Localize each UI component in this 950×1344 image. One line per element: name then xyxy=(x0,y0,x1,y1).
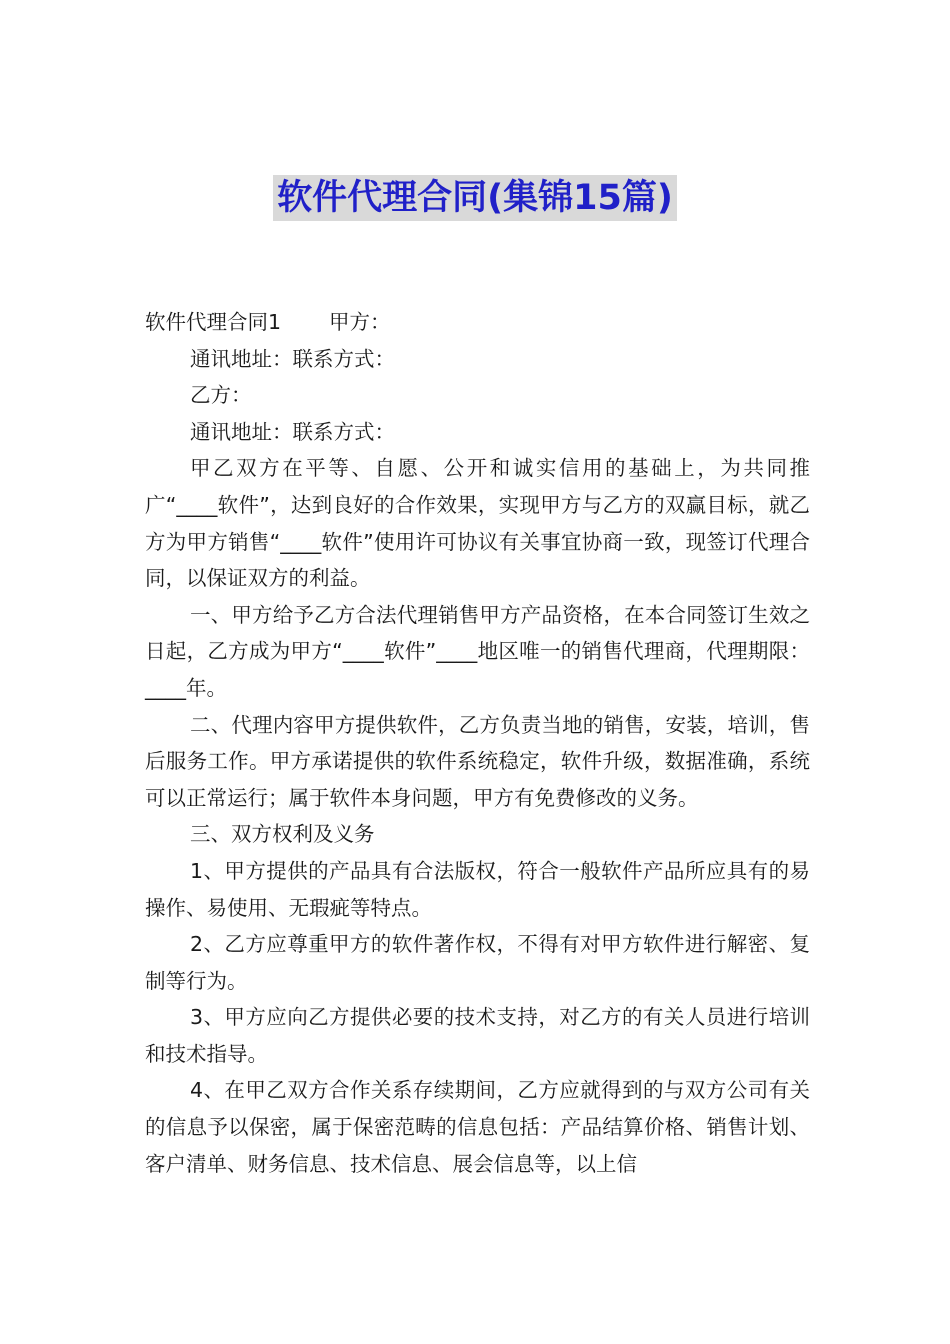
paragraph: 乙方： xyxy=(190,383,252,408)
party-a-label: 甲方： xyxy=(329,310,391,334)
document-title: 软件代理合同(集锦15篇) xyxy=(273,175,677,221)
document-body xyxy=(145,304,810,1182)
paragraph: 2、乙方应尊重甲方的软件著作权，不得有对甲方软件进行解密、复制等行为。 xyxy=(145,932,810,993)
paragraph: 一、甲方给予乙方合法代理销售甲方产品资格，在本合同签订生效之日起，乙方成为甲方“____软件”____地区唯一的销售代理商，代理期限：____年。 xyxy=(145,602,810,700)
paragraph: 二、代理内容甲方提供软件，乙方负责当地的销售，安装，培训，售后服务工作。甲方承诺提供的软件系统稳定，软件升级，数据准确，系统可以正常运行；属于软件本身问题，甲方有免费修改的义务。 xyxy=(145,712,810,810)
contract-heading: 软件代理合同1 xyxy=(145,310,282,334)
document-title-block xyxy=(0,175,950,221)
paragraph: 通讯地址：联系方式： xyxy=(190,419,395,444)
section-heading: 三、双方权利及义务 xyxy=(190,822,375,847)
paragraph: 4、在甲乙双方合作关系存续期间，乙方应就得到的与双方公司有关的信息予以保密，属于保密范畴的信息包括：产品结算价格、销售计划、客户清单、财务信息、技术信息、展会信息等，以上信 xyxy=(145,1078,810,1176)
paragraph: 1、甲方提供的产品具有合法版权，符合一般软件产品所应具有的易操作、易使用、无瑕疵等特点。 xyxy=(145,858,810,920)
paragraph: 通讯地址：联系方式： xyxy=(190,346,395,371)
paragraph: 3、甲方应向乙方提供必要的技术支持，对乙方的有关人员进行培训和技术指导。 xyxy=(145,1005,810,1066)
paragraph: 甲乙双方在平等、自愿、公开和诚实信用的基础上，为共同推广“____软件”，达到良好的合作效果，实现甲方与乙方的双赢目标，就乙方为甲方销售“____软件”使用许可协议有关事宜协商一致，现签订代理合同，以保证双方的利益。 xyxy=(145,456,810,591)
contract-heading-line xyxy=(145,304,810,341)
